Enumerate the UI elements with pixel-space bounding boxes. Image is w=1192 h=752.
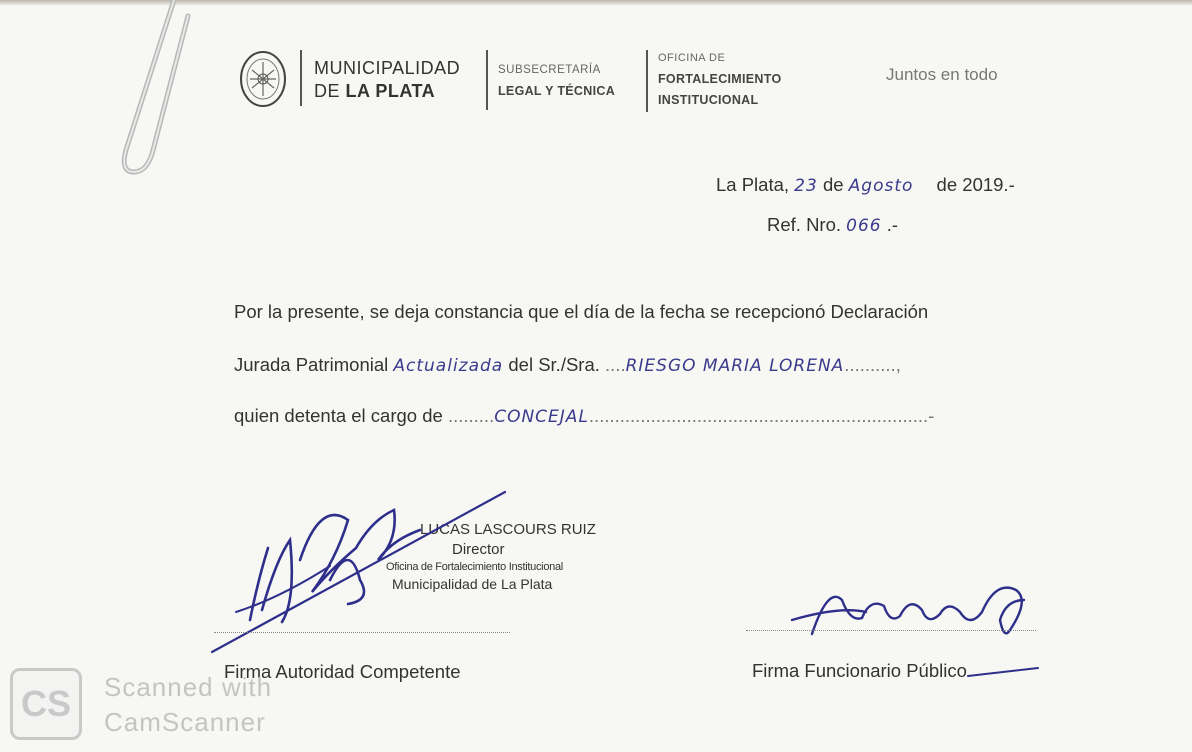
stamp-municipality: Municipalidad de La Plata <box>392 576 553 592</box>
fill-dots: ......... <box>447 405 495 426</box>
municipality-prefix: DE <box>314 81 346 101</box>
ref-number: 066 <box>846 216 882 236</box>
body-line-2 <box>234 354 901 376</box>
authority-signature-label: Firma Autoridad Competente <box>224 661 461 682</box>
authority-signature-line <box>214 632 510 633</box>
body-line3-prefix: quien detenta el cargo de <box>234 405 448 426</box>
date-line <box>716 174 1015 196</box>
official-name: RIESGO MARIA LORENA <box>625 356 845 376</box>
subsecretaria-label: SUBSECRETARÍA <box>498 64 601 76</box>
date-month: Agosto <box>848 176 914 196</box>
fill-dots: ..................................................................- <box>588 405 935 426</box>
official-role: CONCEJAL <box>494 407 589 427</box>
stamp-office: Oficina de Fortalecimiento Institucional <box>386 561 563 573</box>
official-signature-label: Firma Funcionario Público <box>752 660 967 681</box>
body-line-3 <box>234 405 934 427</box>
watermark-line1: Scanned with <box>104 672 273 702</box>
oficina-name-line1: FORTALECIMIENTO <box>658 72 782 86</box>
ref-prefix: Ref. Nro. <box>767 214 847 235</box>
date-middle: de <box>817 174 849 195</box>
body-line-1: Por la presente, se deja constancia que el día de la fecha se recepcionó Declaración <box>234 301 929 322</box>
subsecretaria-name: LEGAL Y TÉCNICA <box>498 84 616 98</box>
date-suffix: de 2019.- <box>931 174 1015 195</box>
fill-dots: .... <box>605 354 626 375</box>
municipality-name-line1: MUNICIPALIDAD <box>314 58 461 78</box>
oficina-name-line2: INSTITUCIONAL <box>658 93 759 107</box>
header-divider <box>486 50 488 110</box>
paperclip-icon <box>112 0 202 180</box>
oficina-label: OFICINA DE <box>658 52 726 64</box>
slogan: Juntos en todo <box>886 65 998 84</box>
body-line2-prefix: Jurada Patrimonial <box>234 354 394 375</box>
stamp-name: LUCAS LASCOURS RUIZ <box>420 521 596 538</box>
camscanner-logo-icon: CS <box>10 668 82 740</box>
date-day: 23 <box>794 176 818 196</box>
body-line2-middle: del Sr./Sra. <box>503 354 606 375</box>
official-signature-line <box>746 630 1036 631</box>
ref-suffix: .- <box>881 214 899 235</box>
header-divider <box>300 50 302 106</box>
watermark-line2: CamScanner <box>104 707 266 737</box>
declaration-type: Actualizada <box>393 356 504 376</box>
reference-line <box>767 214 898 236</box>
header-divider <box>646 50 648 112</box>
letterhead <box>238 46 1038 116</box>
date-prefix: La Plata, <box>716 174 795 195</box>
municipality-name-line2 <box>314 81 435 102</box>
municipality-city: LA PLATA <box>345 81 436 101</box>
municipal-seal-icon <box>238 48 288 110</box>
stamp-title: Director <box>452 541 505 558</box>
fill-dots: .........., <box>844 354 901 375</box>
